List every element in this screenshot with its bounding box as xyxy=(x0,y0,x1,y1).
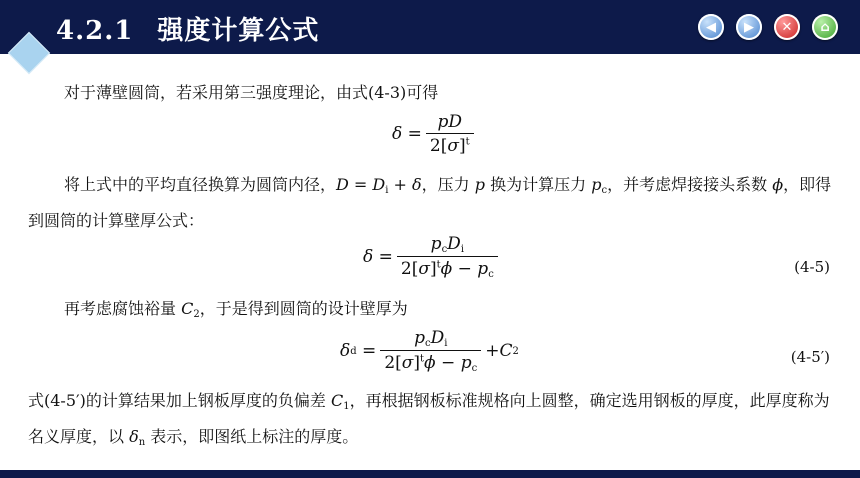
previous-icon[interactable]: ◀ xyxy=(698,14,724,40)
navigation-buttons xyxy=(698,14,838,40)
paragraph-3-text-b: ，于是得到圆筒的设计壁厚为 xyxy=(199,299,408,318)
close-icon[interactable]: ✕ xyxy=(774,14,800,40)
paragraph-2-text-e: ，即得到圆筒的计算壁厚公式： xyxy=(28,175,832,230)
equation-1: δ = $\frac{pD}{2[\sigma]^t}$ xyxy=(392,112,478,156)
equation-2: δ = $\frac{p_cD_i}{2[\sigma]^t\phi - p_c}$ xyxy=(363,234,502,280)
paragraph-2-text-c: 换为计算压力 xyxy=(490,175,587,194)
paragraph-4-text-b: ，再根据钢板标准规格向上圆整，确定选用钢板的厚度，此厚度称为名义厚度，以 xyxy=(28,391,830,446)
paragraph-4: 式(4-5′)的计算结果加上钢板厚度的负偏差 $C_1$，再根据钢板标准规格向上圆整，确定选用钢板的厚度，此厚度称为名义厚度，以 $\delta_n$ 表示，即图纸上标注的厚度。 xyxy=(28,391,830,448)
paragraph-3: 再考虑腐蚀裕量 $C_2$，于是得到圆筒的设计壁厚为 xyxy=(64,299,408,320)
equation-1-fraction: $\frac{pD}{2[\sigma]^t}$ xyxy=(426,112,474,156)
next-icon[interactable]: ▶ xyxy=(736,14,762,40)
paragraph-2-text-d: ，并考虑焊接接头系数 xyxy=(607,175,768,194)
paragraph-3-text-a: 再考虑腐蚀裕量 xyxy=(64,299,177,318)
paragraph-4-text-a: 式(4-5′)的计算结果加上钢板厚度的负偏差 xyxy=(28,391,326,410)
equation-2-fraction: $\frac{p_cD_i}{2[\sigma]^t\phi - p_c}$ xyxy=(397,234,498,280)
section-number: 4.2.1 xyxy=(56,16,134,46)
paragraph-1 xyxy=(28,78,834,108)
paragraph-2-text-a: 将上式中的平均直径换算为圆筒内径， xyxy=(64,175,337,194)
equation-3-number: (4-5′) xyxy=(790,348,830,366)
section-title: 强度计算公式 xyxy=(157,16,320,46)
slide-header xyxy=(0,0,860,54)
page-title xyxy=(56,10,319,47)
bottom-bar xyxy=(0,470,860,478)
paragraph-2-text-b: ，压力 xyxy=(421,175,470,194)
home-icon[interactable]: ⌂ xyxy=(812,14,838,40)
paragraph-1-text: 对于薄壁圆筒，若采用第三强度理论，由式(4-3)可得 xyxy=(64,83,439,102)
paragraph-4-text-c: 表示，即图纸上标注的厚度。 xyxy=(150,427,359,446)
equation-3-fraction: $\frac{p_cD_i}{2[\sigma]^t\phi - p_c}$ xyxy=(380,328,481,374)
equation-2-number: (4-5) xyxy=(794,258,830,276)
equation-3: δ d = $\frac{p_cD_i}{2[\sigma]^t\phi - p_c}$ + C 2 xyxy=(340,328,519,374)
paragraph-2: 将上式中的平均直径换算为圆筒内径，$D = D_i + \delta$，压力 p 换为计算压力 $p_c$，并考虑焊接接头系数 ϕ，即得到圆筒的计算壁厚公式： xyxy=(28,175,832,230)
